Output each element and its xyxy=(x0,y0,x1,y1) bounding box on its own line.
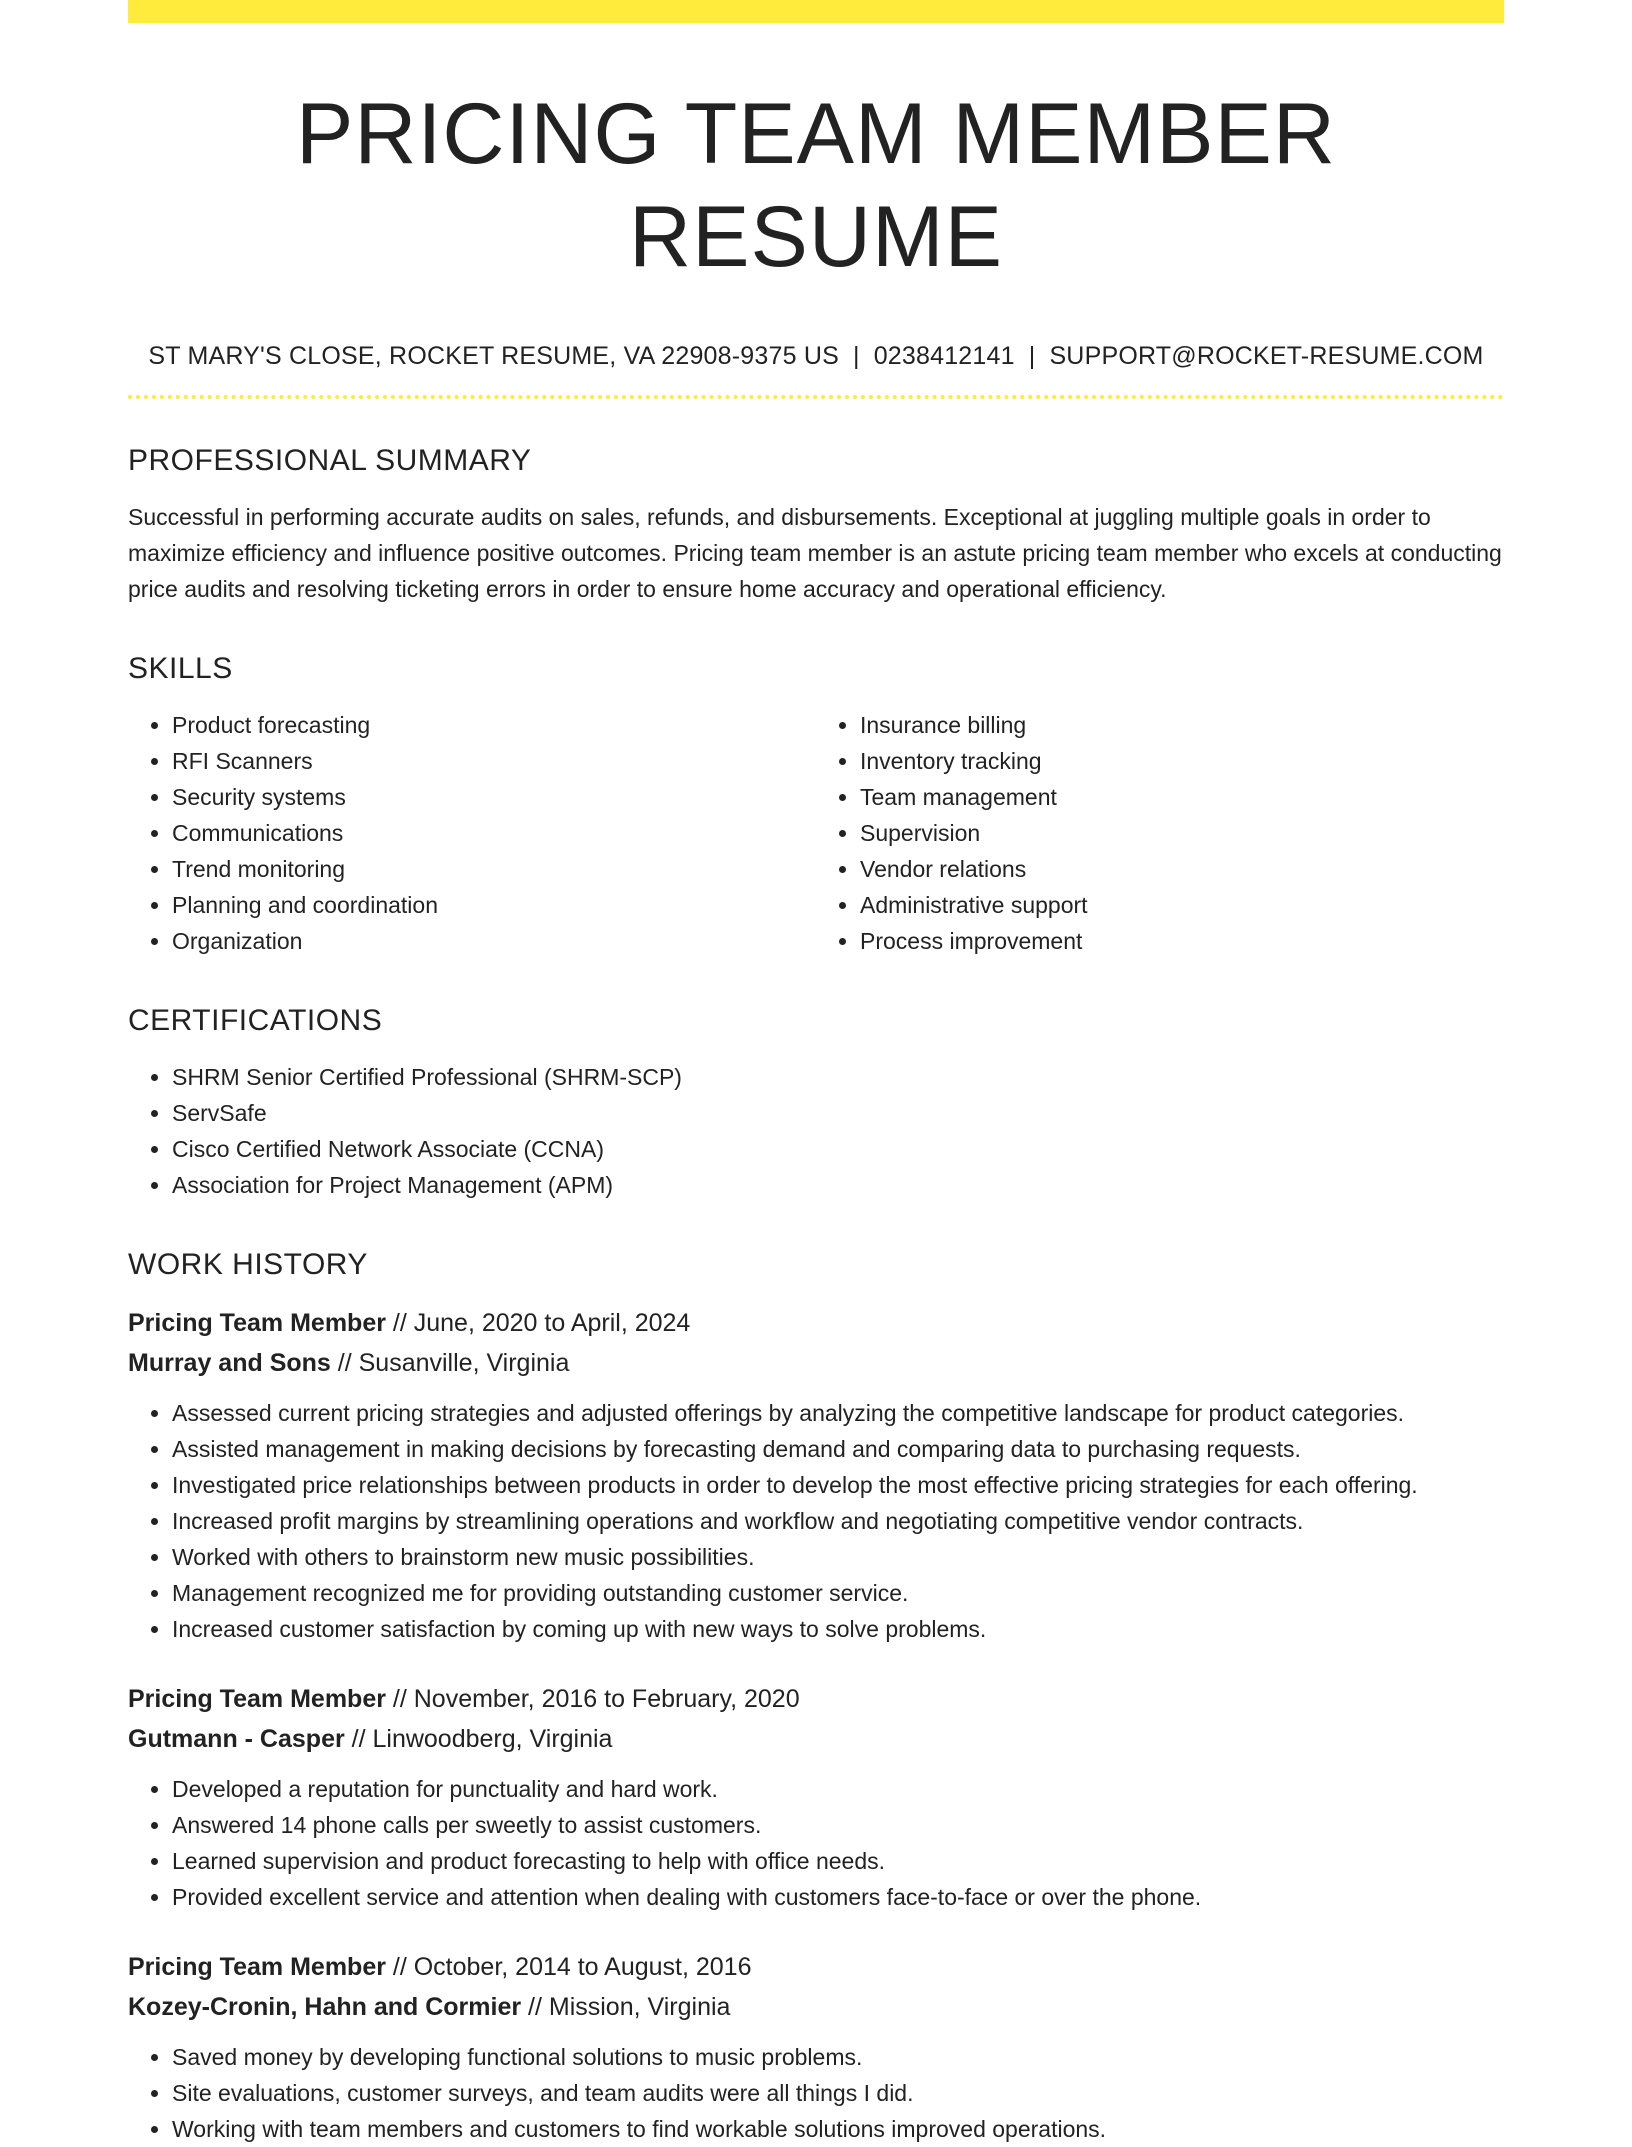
job-company: Gutmann - Casper xyxy=(128,1725,345,1754)
job-bullet: • Assisted management in making decisions by forecasting demand and comparing data to purchasing requests. xyxy=(172,1431,1504,1467)
job-dates: // October, 2014 to August, 2016 xyxy=(385,1953,752,1982)
job-company: Murray and Sons xyxy=(128,1349,331,1378)
job-role-line xyxy=(128,1303,1504,1343)
job-company-line xyxy=(128,1987,1504,2027)
job-entry xyxy=(128,1947,1504,2147)
resume-title: PRICING TEAM MEMBER RESUME xyxy=(296,86,1336,286)
job-entry xyxy=(128,1303,1504,1647)
skill-item: • Administrative support xyxy=(860,887,1504,923)
job-role: Pricing Team Member xyxy=(128,1953,386,1982)
certification-item: • SHRM Senior Certified Professional (SHRM-SCP) xyxy=(172,1059,1504,1095)
contact-line xyxy=(128,341,1504,371)
job-dates: // November, 2016 to February, 2020 xyxy=(385,1685,800,1714)
skills-section xyxy=(128,651,1504,959)
skill-item: • Process improvement xyxy=(860,923,1504,959)
skill-item: • Product forecasting xyxy=(172,707,816,743)
job-role-line xyxy=(128,1947,1504,1987)
skills-columns xyxy=(128,707,1504,959)
skill-item: • RFI Scanners xyxy=(172,743,816,779)
job-bullets xyxy=(128,1395,1504,1647)
section-title-work-history: WORK HISTORY xyxy=(128,1248,368,1282)
contact-separator: | xyxy=(1028,342,1036,371)
skill-item: • Security systems xyxy=(172,779,816,815)
section-title-certifications: CERTIFICATIONS xyxy=(128,1004,383,1038)
job-bullet: • Learned supervision and product forecasting to help with office needs. xyxy=(172,1843,1504,1879)
job-bullets xyxy=(128,1771,1504,1915)
skill-item: • Communications xyxy=(172,815,816,851)
job-bullet: • Answered 14 phone calls per sweetly to assist customers. xyxy=(172,1807,1504,1843)
job-location: // Linwoodberg, Virginia xyxy=(344,1725,613,1754)
job-bullet: • Site evaluations, customer surveys, and team audits were all things I did. xyxy=(172,2075,1504,2111)
section-title-skills: SKILLS xyxy=(128,652,233,686)
work-history-section xyxy=(128,1247,1504,2147)
job-location: // Mission, Virginia xyxy=(521,1993,731,2022)
job-bullet: • Management recognized me for providing outstanding customer service. xyxy=(172,1575,1504,1611)
section-title-summary: PROFESSIONAL SUMMARY xyxy=(128,444,532,478)
skill-item: • Planning and coordination xyxy=(172,887,816,923)
job-bullet: • Saved money by developing functional solutions to music problems. xyxy=(172,2039,1504,2075)
job-bullet: • Provided excellent service and attention when dealing with customers face-to-face or over the phone. xyxy=(172,1879,1504,1915)
job-bullet: • Developed a reputation for punctuality and hard work. xyxy=(172,1771,1504,1807)
certifications-list xyxy=(128,1059,1504,1203)
job-bullet: • Worked with others to brainstorm new music possibilities. xyxy=(172,1539,1504,1575)
job-bullet: • Increased customer satisfaction by coming up with new ways to solve problems. xyxy=(172,1611,1504,1647)
job-bullets xyxy=(128,2039,1504,2147)
job-location: // Susanville, Virginia xyxy=(330,1349,570,1378)
top-accent-bar xyxy=(128,0,1504,23)
summary-text: Successful in performing accurate audits on sales, refunds, and disbursements. Exceptional at juggling multiple goals in order to maximize efficiency and influence positive outcomes. Pricing team member is an astute pricing team member who excels at conducting price audits and resolving ticketing errors in order to ensure home accuracy and operational efficiency. xyxy=(128,504,1502,603)
contact-separator: | xyxy=(852,342,860,371)
certification-item: • Cisco Certified Network Associate (CCNA) xyxy=(172,1131,1504,1167)
job-company-line xyxy=(128,1719,1504,1759)
job-role: Pricing Team Member xyxy=(128,1685,386,1714)
skill-item: • Insurance billing xyxy=(860,707,1504,743)
certification-item: • ServSafe xyxy=(172,1095,1504,1131)
resume-page xyxy=(128,0,1504,2147)
job-role-line xyxy=(128,1679,1504,1719)
job-company: Kozey-Cronin, Hahn and Cormier xyxy=(128,1993,522,2022)
job-company-line xyxy=(128,1343,1504,1383)
skill-item: • Team management xyxy=(860,779,1504,815)
skill-item: • Trend monitoring xyxy=(172,851,816,887)
certifications-section xyxy=(128,1003,1504,1203)
job-bullet: • Assessed current pricing strategies and adjusted offerings by analyzing the competitive landscape for product categories. xyxy=(172,1395,1504,1431)
job-bullet: • Investigated price relationships between products in order to develop the most effective pricing strategies for each offering. xyxy=(172,1467,1504,1503)
skills-list-right xyxy=(816,707,1504,959)
job-dates: // June, 2020 to April, 2024 xyxy=(385,1309,691,1338)
job-bullet: • Working with team members and customers to find workable solutions improved operations. xyxy=(172,2111,1504,2147)
contact-phone: 0238412141 xyxy=(873,342,1015,371)
professional-summary-section xyxy=(128,443,1504,607)
job-bullet: • Increased profit margins by streamlining operations and workflow and negotiating competitive vendor contracts. xyxy=(172,1503,1504,1539)
skill-item: • Inventory tracking xyxy=(860,743,1504,779)
skills-list-left xyxy=(128,707,816,959)
skill-item: • Organization xyxy=(172,923,816,959)
certification-item: • Association for Project Management (APM) xyxy=(172,1167,1504,1203)
skill-item: • Vendor relations xyxy=(860,851,1504,887)
job-role: Pricing Team Member xyxy=(128,1309,386,1338)
dotted-divider xyxy=(128,395,1504,399)
job-entry xyxy=(128,1679,1504,1915)
contact-address: ST MARY'S CLOSE, ROCKET RESUME, VA 22908-9375 US xyxy=(148,342,839,371)
contact-email[interactable]: SUPPORT@ROCKET-RESUME.COM xyxy=(1049,342,1484,371)
skill-item: • Supervision xyxy=(860,815,1504,851)
